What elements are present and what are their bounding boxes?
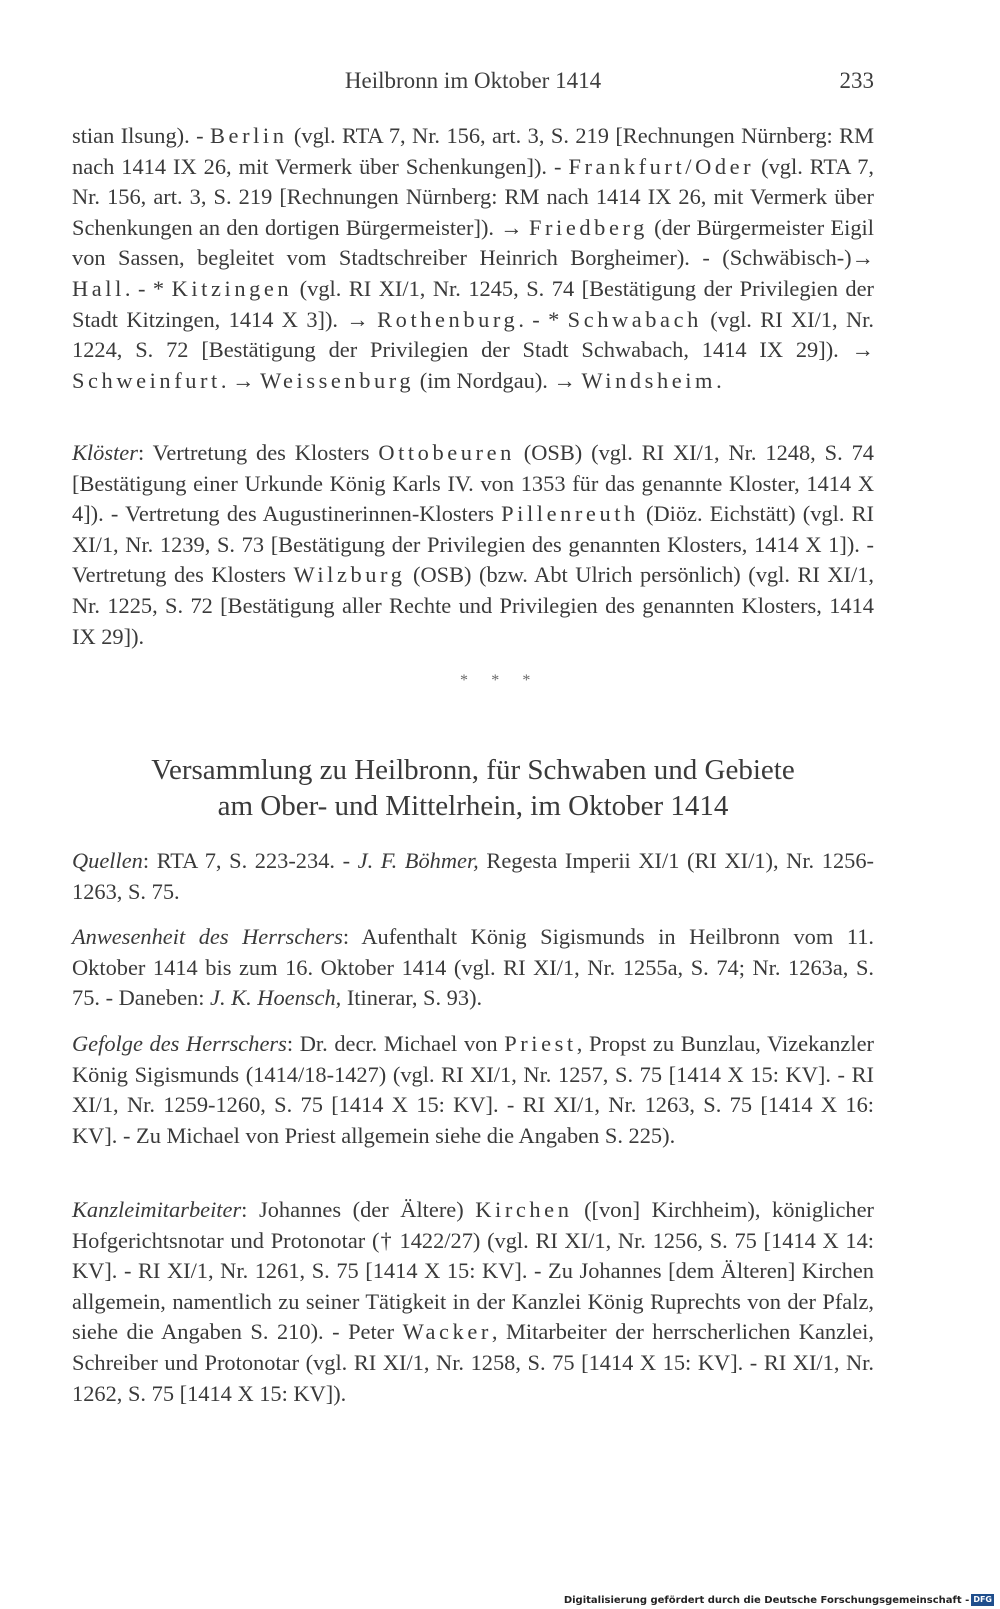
- section-heading-line-1: Versammlung zu Heilbronn, für Schwaben und Gebiete: [151, 754, 795, 786]
- text-run: Regesta Imperii XI/1 (RI XI/1), Nr. 1256-1263, S. 75.: [72, 848, 874, 904]
- spaced-name: Wacker: [402, 1319, 492, 1345]
- spaced-name: Schwabach: [567, 306, 702, 332]
- spaced-name: Berlin: [210, 123, 288, 148]
- spaced-name: Hall: [72, 275, 125, 301]
- spaced-name: Rothenburg: [377, 306, 519, 332]
- text-run: (vgl. RI XI/1, Nr. 1224, S. 72 [Bestätigung der Privilegien der Stadt Schwabach, 1414 IX 29]). →: [72, 306, 875, 363]
- spaced-name: Kitzingen: [171, 275, 293, 301]
- text-run: (vgl. RTA 7, Nr. 156, art. 3, S. 219 [Rechnungen Nürnberg: RM nach 1414 IX 26, mit Vermerk über Schenkungen an den dortigen Bürgermeister]). →: [72, 153, 874, 240]
- text-run: ([von] Kirchheim), königlicher Hofgerichtsnotar und Protonotar († 1422/27) (vgl. RI XI/1, Nr. 1256, S. 75 [1414 X 14: KV]. - RI XI/1, Nr. 1261, S. 75 [1414 X 15: KV]. - Zu Johannes [dem Älteren] Kirchen allgemein, namentlich zu seiner Tätigkeit in der Kanzlei König Ruprechts von der Pfalz, siehe die Angaben S. 210). - Peter: [72, 1197, 874, 1345]
- text-run: stian Ilsung). -: [72, 123, 211, 148]
- spaced-name: Pillenreuth: [501, 501, 639, 527]
- text-run: (Diöz. Eichstätt) (vgl. RI XI/1, Nr. 1239, S. 73 [Bestätigung der Privilegien des genannten Klosters, 1414 X 1]). - Vertretung des Klosters: [72, 501, 874, 588]
- text-run: (im Nordgau). →: [414, 367, 582, 393]
- text-run: , Mitarbeiter der herrscherlichen Kanzlei, Schreiber und Protonotar (vgl. RI XI/1, Nr. 1258, S. 75 [1414 X 15: KV]. - RI XI/1, Nr. 1262, S. 75 [1414 X 15: KV]).: [72, 1319, 874, 1406]
- spaced-name: Frankfurt/Oder: [568, 153, 755, 179]
- running-header: [72, 68, 874, 102]
- text-run: (OSB) (bzw. Abt Ulrich persönlich) (vgl. RI XI/1, Nr. 1225, S. 72 [Bestätigung aller Rechte und Privilegien des genannten Klosters, 1414 IX 29]).: [72, 562, 874, 649]
- italic-term: Kanzleimitarbeiter: [72, 1197, 242, 1222]
- dfg-logo-icon: DFG: [973, 1595, 992, 1604]
- italic-term: Gefolge des Herrschers: [72, 1031, 287, 1056]
- italic-term: J. K. Hoensch,: [210, 985, 342, 1011]
- paragraph-anwesenheit: [72, 922, 874, 1014]
- paragraph-text: [72, 1029, 874, 1151]
- text-run: .: [716, 367, 722, 393]
- text-run: : Dr. decr. Michael von: [286, 1031, 505, 1056]
- text-run: (vgl. RTA 7, Nr. 156, art. 3, S. 219 [Rechnungen Nürnberg: RM nach 1414 IX 26, mit Vermerk über Schenkungen]). -: [72, 123, 875, 179]
- paragraph-kloester: [72, 438, 874, 652]
- page-number: 233: [839, 68, 874, 93]
- text-run: (vgl. RI XI/1, Nr. 1245, S. 74 [Bestätigung der Privilegien der Stadt Kitzingen, 1414 X 3]). →: [72, 275, 874, 332]
- text-run: (der Bürgermeister Eigil von Sassen, begleitet vom Stadtschreiber Heinrich Borgheimer). - (Schwäbisch-)→: [72, 214, 874, 271]
- spaced-name: Priest: [504, 1031, 577, 1056]
- spaced-name: Windsheim: [581, 367, 717, 393]
- running-title: Heilbronn im Oktober 1414: [344, 68, 602, 93]
- paragraph-kanzleimitarbeiter: [72, 1195, 874, 1409]
- paragraph-text: [72, 121, 874, 396]
- text-run: : Johannes (der Ältere): [241, 1197, 476, 1222]
- text-run: . →: [220, 367, 261, 393]
- text-run: . - *: [124, 275, 172, 301]
- paragraph-text: [72, 438, 874, 652]
- paragraph-gefolge: [72, 1029, 874, 1151]
- spaced-name: Schweinfurt: [72, 367, 221, 393]
- section-heading-line-2: am Ober- und Mittelrhein, im Oktober 1414: [217, 790, 729, 822]
- paragraph-text: [72, 922, 874, 1014]
- spaced-name: Weissenburg: [260, 367, 415, 393]
- text-run: : Aufenthalt König Sigismunds in Heilbronn vom 11. Oktober 1414 bis zum 16. Oktober 1414 (vgl. RI XI/1, Nr. 1255a, S. 74; Nr. 1263a, S. 75. - Daneben:: [72, 924, 874, 1011]
- section-heading: [72, 752, 874, 824]
- spaced-name: Ottobeuren: [378, 440, 515, 465]
- text-run: : Vertretung des Klosters: [137, 440, 379, 465]
- paragraph-staedte: [72, 121, 874, 396]
- italic-term: Anwesenheit des Herrschers: [72, 924, 343, 949]
- paragraph-text: [72, 846, 874, 907]
- spaced-name: Wilzburg: [293, 562, 406, 588]
- footer-text: Digitalisierung gefördert durch die Deutsche Forschungsgemeinschaft -: [563, 1594, 970, 1606]
- spaced-name: Kirchen: [475, 1197, 573, 1222]
- paragraph-quellen: [72, 846, 874, 907]
- section-divider-stars: * * *: [460, 672, 540, 689]
- text-run: , Propst zu Bunzlau, Vizekanzler König Sigismunds (1414/18-1427) (vgl. RI XI/1, Nr. 1257, S. 75 [1414 X 15: KV]. - RI XI/1, Nr. 1259-1260, S. 75 [1414 X 15: KV]. - RI XI/1, Nr. 1263, S. 75 [1414 X 16: KV]. - Zu Michael von Priest allgemein siehe die Angaben S. 225).: [72, 1031, 874, 1148]
- text-run: : RTA 7, S. 223-234. -: [142, 848, 358, 873]
- text-run: (OSB) (vgl. RI XI/1, Nr. 1248, S. 74 [Bestätigung einer Urkunde König Karls IV. von 1353 für das genannte Kloster, 1414 X 4]). - Vertretung des Augustinerinnen-Klosters: [72, 440, 874, 527]
- spaced-name: Friedberg: [528, 214, 648, 240]
- italic-term: Klöster: [72, 440, 138, 465]
- paragraph-text: [72, 1195, 874, 1409]
- text-run: Itinerar, S. 93).: [341, 985, 483, 1011]
- italic-term: J. F. Böhmer,: [357, 848, 479, 873]
- text-run: . - *: [518, 306, 568, 332]
- italic-term: Quellen: [72, 848, 143, 873]
- digitization-footer: [564, 1594, 994, 1606]
